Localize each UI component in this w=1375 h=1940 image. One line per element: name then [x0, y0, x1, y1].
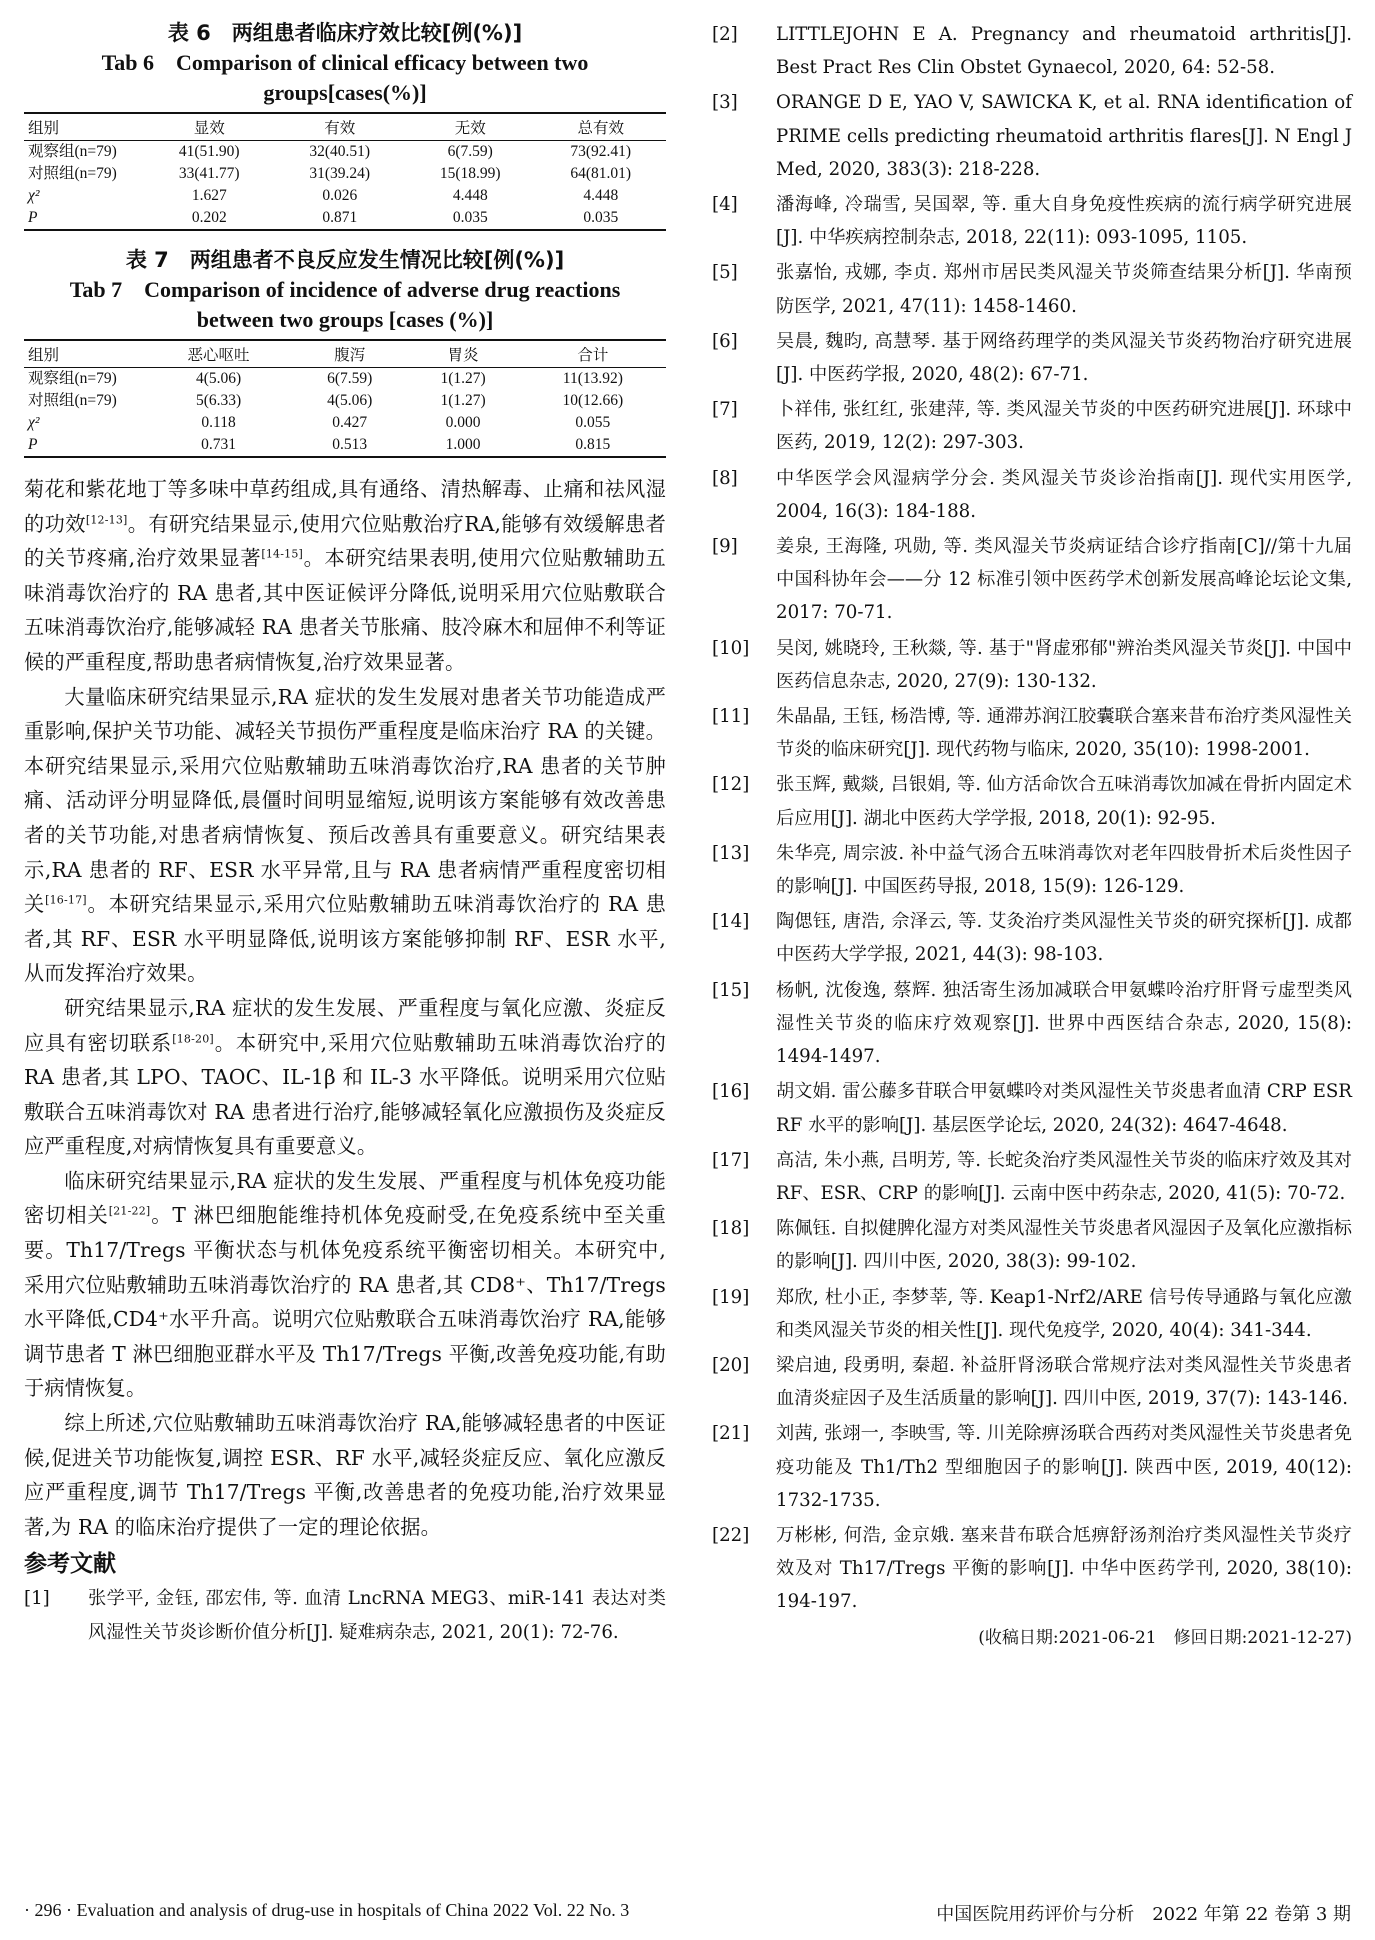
table-cell: 15(18.99): [439, 165, 501, 182]
table-cell: 4(5.06): [327, 392, 373, 409]
table-cell: 32(40.51): [309, 143, 371, 160]
reference-item: [712, 768, 1352, 834]
table-cell: 0.055: [575, 414, 611, 431]
table-cell: 0.815: [520, 434, 666, 457]
reference-number: [18]: [712, 1218, 750, 1240]
reference-item: [712, 256, 1352, 322]
reference-text: 张嘉怡, 戎娜, 李贞. 郑州市居民类风湿关节炎筛查结果分析[J]. 华南预防医学, 2021, 47(11): 1458-1460.: [776, 262, 1352, 317]
reference-item: [712, 530, 1352, 630]
reference-number: [22]: [712, 1524, 750, 1546]
body-paragraph: [24, 680, 666, 991]
table-header-cell: 显效: [144, 113, 275, 141]
reference-number: [13]: [712, 842, 750, 864]
table7: [24, 339, 666, 458]
table-cell: 对照组(n=79): [28, 392, 117, 409]
reference-text: 刘茜, 张翊一, 李映雪, 等. 川羌除痹汤联合西药对类风湿性关节炎患者免疫功能及 Th1/Th2 型细胞因子的影响[J]. 陕西中医, 2019, 40(12): 1732-1735.: [776, 1423, 1352, 1511]
table7-caption-en-1: Tab 7 Comparison of incidence of adverse drug reactions: [69, 277, 621, 302]
table-header-row: [24, 340, 666, 368]
text-run: 。本研究中,采用穴位贴敷辅助五味消毒饮治疗的 RA 患者,其 LPO、TAOC、IL-1β 和 IL-3 水平降低。说明采用穴位贴敷联合五味消毒饮对 RA 患者进行治疗,能够减轻氧化应激损伤及炎症反应严重程度,对病情恢复具有重要意义。: [24, 1030, 667, 1159]
received-date: (收稿日期:2021-06-21 修回日期:2021-12-27): [978, 1627, 1352, 1648]
reference-item: [712, 837, 1352, 903]
body-paragraph: [24, 991, 666, 1164]
reference-number: [7]: [712, 399, 738, 421]
table7-caption-cn: 表 7 两组患者不良反应发生情况比较[例(%)]: [125, 248, 565, 272]
footer-journal-en: · 296 · Evaluation and analysis of drug-use in hospitals of China 2022 Vol. 22 No. 3: [24, 1900, 630, 1920]
reference-item: [712, 188, 1352, 254]
text-run: 。有研究结果显示,使用穴位贴敷治疗RA,能够有效缓解患者的关节疼痛,治疗效果显著: [24, 511, 666, 571]
reference-number: [2]: [712, 24, 738, 45]
table-cell: 33(41.77): [178, 165, 240, 182]
table-cell: 0.427: [332, 414, 368, 431]
table-cell: 0.000: [445, 414, 481, 431]
reference-number: [20]: [712, 1354, 750, 1376]
table-cell: 6(7.59): [447, 143, 493, 160]
table-cell: 0.026: [322, 187, 358, 204]
reference-item: [712, 462, 1352, 528]
reference-text: 潘海峰, 冷瑞雪, 吴国翠, 等. 重大自身免疫性疾病的流行病学研究进展[J]. 中华疾病控制杂志, 2018, 22(11): 093-1095, 1105.: [776, 194, 1352, 249]
text-run: 菊花和紫花地丁等多味中草药组成,具有通络、清热解毒、止痛和祛风湿的功效: [24, 477, 666, 536]
table-cell: P: [24, 434, 144, 457]
table-cell: χ²: [28, 187, 40, 204]
reference-text: 陶偲钰, 唐浩, 佘泽云, 等. 艾灸治疗类风湿性关节炎的研究探析[J]. 成都中医药大学学报, 2021, 44(3): 98-103.: [776, 911, 1352, 966]
reference-number: [15]: [712, 979, 750, 1001]
reference-number: [3]: [712, 92, 738, 114]
table-cell: 0.731: [144, 434, 293, 457]
table-header-cell: 合计: [520, 340, 666, 368]
table-header-cell: 有效: [275, 113, 406, 141]
table-cell: 10(12.66): [562, 392, 624, 409]
reference-text: 陈佩钰. 自拟健脾化湿方对类风湿性关节炎患者风湿因子及氧化应激指标的影响[J]. 四川中医, 2020, 38(3): 99-102.: [776, 1218, 1352, 1273]
citation: [12-13]: [85, 512, 128, 526]
reference-number: [10]: [712, 637, 750, 659]
text-run: 临床研究结果显示,RA 症状的发生发展、严重程度与机体免疫功能密切相关: [24, 1168, 666, 1228]
table-cell: 0.871: [275, 207, 406, 230]
reference-item: [712, 393, 1352, 459]
text-run: 。T 淋巴细胞能维持机体免疫耐受,在免疫系统中至关重要。Th17/Tregs 平衡状态与机体免疫系统平衡密切相关。本研究中,采用穴位贴敷辅助五味消毒饮治疗的 RA 患者,其 CD8⁺、Th17/Tregs 水平降低,CD4⁺水平升高。说明穴位贴敷联合五味消毒饮治疗 RA,能够调节患者 T 淋巴细胞亚群水平及 Th17/Tregs 平衡,改善免疫功能,有助于病情恢复。: [24, 1203, 666, 1401]
reference-item: [712, 86, 1352, 186]
citation: [21-22]: [108, 1204, 151, 1218]
table-header-cell: 组别: [24, 340, 144, 368]
reference-number: [21]: [712, 1423, 750, 1445]
reference-item: [712, 905, 1352, 971]
table-cell: 0.118: [201, 414, 236, 431]
table-row: [24, 163, 666, 185]
reference-text: 梁启迪, 段勇明, 秦超. 补益肝肾汤联合常规疗法对类风湿性关节炎患者血清炎症因子及生活质量的影响[J]. 四川中医, 2019, 37(7): 143-146.: [776, 1354, 1352, 1410]
reference-number: [5]: [712, 262, 738, 284]
reference-text: 万彬彬, 何浩, 金京娥. 塞来昔布联合尪痹舒汤剂治疗类风湿性关节炎疗效及对 Th17/Tregs 平衡的影响[J]. 中华中医药学刊, 2020, 38(10): 194-197.: [776, 1524, 1352, 1613]
table-header-cell: 无效: [405, 113, 536, 141]
table-row: [24, 412, 666, 434]
reference-text: 吴晨, 魏昀, 高慧琴. 基于网络药理学的类风湿关节炎药物治疗研究进展[J]. 中医药学报, 2020, 48(2): 67-71.: [776, 330, 1352, 386]
table-cell: χ²: [28, 414, 40, 431]
table-cell: 64(81.01): [570, 165, 632, 182]
reference-text: 姜泉, 王海隆, 巩勋, 等. 类风湿关节炎病证结合诊疗指南[C]//第十九届中国科协年会——分 12 标准引领中医药学术创新发展高峰论坛论文集, 2017: 70-71.: [776, 536, 1352, 624]
reference-number: [17]: [712, 1149, 750, 1171]
reference-text: 吴闵, 姚晓玲, 王秋燚, 等. 基于"肾虚邪郁"辨治类风湿关节炎[J]. 中国中医药信息杂志, 2020, 27(9): 130-132.: [776, 637, 1352, 692]
reference-item: [712, 632, 1352, 698]
reference-text: 杨帆, 沈俊逸, 蔡辉. 独活寄生汤加减联合甲氨蝶呤治疗肝肾亏虚型类风湿性关节炎的临床疗效观察[J]. 世界中西医结合杂志, 2020, 15(8): 1494-1497.: [776, 979, 1352, 1068]
table-cell: 0.513: [293, 434, 406, 457]
reference-text: 张学平, 金钰, 邵宏伟, 等. 血清 LncRNA MEG3、miR-141 表达对类风湿性关节炎诊断价值分析[J]. 疑难病杂志, 2021, 20(1): 72-76.: [88, 1588, 666, 1643]
reference-item: [712, 1417, 1352, 1517]
table-cell: 6(7.59): [327, 370, 373, 387]
reference-text: 张玉辉, 戴燚, 吕银娟, 等. 仙方活命饮合五味消毒饮加减在骨折内固定术后应用[J]. 湖北中医药大学学报, 2018, 20(1): 92-95.: [776, 774, 1352, 829]
citation: [14-15]: [261, 547, 304, 561]
text-run: 。本研究结果显示,采用穴位贴敷辅助五味消毒饮治疗的 RA 患者,其 RF、ESR 水平明显降低,说明该方案能够抑制 RF、ESR 水平,从而发挥治疗效果。: [24, 892, 666, 986]
table-cell: 0.035: [405, 207, 536, 230]
reference-number: [11]: [712, 706, 750, 728]
table-row: [24, 141, 666, 164]
reference-number: [9]: [712, 536, 738, 558]
reference-item: [712, 974, 1352, 1074]
table-cell: 11(13.92): [562, 370, 623, 387]
citation: [16-17]: [45, 893, 87, 907]
table-cell: 5(6.33): [195, 392, 242, 409]
table-row: [24, 207, 666, 230]
reference-item: [712, 700, 1352, 766]
reference-text: 胡文娟. 雷公藤多苷联合甲氨蝶呤对类风湿性关节炎患者血清 CRP ESR RF 水平的影响[J]. 基层医学论坛, 2020, 24(32): 4647-4648.: [776, 1081, 1352, 1136]
reference-text: 卜祥伟, 张红红, 张建萍, 等. 类风湿关节炎的中医药研究进展[J]. 环球中医药, 2019, 12(2): 297-303.: [776, 399, 1352, 454]
table-row: [24, 368, 666, 391]
table-cell: 0.202: [144, 207, 275, 230]
right-column: [712, 18, 1352, 1653]
reference-item: [712, 1349, 1352, 1415]
table-cell: 41(51.90): [178, 143, 240, 160]
table-cell: P: [24, 207, 144, 230]
reference-number: [12]: [712, 774, 750, 796]
reference-text: 郑欣, 杜小正, 李梦莘, 等. Keap1-Nrf2/ARE 信号传导通路与氧化应激和类风湿关节炎的相关性[J]. 现代免疫学, 2020, 40(4): 341-344.: [776, 1286, 1352, 1341]
body-paragraph: [24, 472, 666, 680]
table-cell: 4.448: [452, 187, 488, 204]
table7-caption-en-2: between two groups [cases (%)]: [196, 307, 494, 332]
table-header-cell: 组别: [24, 113, 144, 141]
table-cell: 4.448: [583, 187, 619, 204]
text-run: 大量临床研究结果显示,RA 症状的发生发展对患者关节功能造成严重影响,保护关节功能、减轻关节损伤严重程度是临床治疗 RA 的关键。本研究结果显示,采用穴位贴敷辅助五味消毒饮治疗,RA 患者的关节肿痛、活动评分明显降低,晨僵时间明显缩短,说明该方案能够有效改善患者的关节功能,对患者病情恢复、预后改善具有重要意义。研究结果表示,RA 患者的 RF、ESR 水平异常,且与 RA 患者病情严重程度密切相关: [24, 684, 666, 917]
body-paragraph: 综上所述,穴位贴敷辅助五味消毒饮治疗 RA,能够减轻患者的中医证候,促进关节功能恢复,调控 ESR、RF 水平,减轻炎症反应、氧化应激反应严重程度,调节 Th17/Tregs 平衡,改善患者的免疫功能,治疗效果显著,为 RA 的临床治疗提供了一定的理论依据。: [24, 1411, 666, 1539]
reference-number: [16]: [712, 1081, 750, 1103]
table-row: [24, 390, 666, 412]
reference-text: ORANGE D E, YAO V, SAWICKA K, et al. RNA identification of PRIME cells predicting rheumatoid arthritis flares[J]. N Engl J Med, 2020, 383(3): 218-228.: [776, 92, 1352, 180]
reference-number: [8]: [712, 467, 738, 489]
table-cell: 4(5.06): [195, 370, 242, 387]
table-row: [24, 434, 666, 457]
table-cell: 0.035: [536, 207, 667, 230]
table-cell: 73(92.41): [570, 143, 632, 160]
footer-journal-cn: 中国医院用药评价与分析 2022 年第 22 卷第 3 期: [936, 1904, 1351, 1925]
table6: [24, 112, 666, 231]
table-cell: 1.000: [406, 434, 519, 457]
reference-item: [712, 1212, 1352, 1278]
reference-item: [712, 325, 1352, 391]
table6-caption-en-2: groups[cases(%)]: [263, 80, 427, 105]
table6-caption-en-1: Tab 6 Comparison of clinical efficacy between two: [101, 50, 589, 75]
text-run: 。本研究结果表明,使用穴位贴敷辅助五味消毒饮治疗的 RA 患者,其中医证候评分降低,说明采用穴位贴敷联合五味消毒饮治疗,能够减轻 RA 患者关节胀痛、肢冷麻木和屈伸不利等证候的严重程度,帮助患者病情恢复,治疗效果显著。: [24, 546, 666, 674]
table-header-cell: 腹泻: [293, 340, 406, 368]
reference-text: 朱晶晶, 王钰, 杨浩博, 等. 通滞苏润江胶囊联合塞来昔布治疗类风湿性关节炎的临床研究[J]. 现代药物与临床, 2020, 35(10): 1998-2001.: [776, 706, 1352, 761]
reference-number: [4]: [712, 194, 738, 216]
reference-number: [14]: [712, 911, 750, 933]
table-header-cell: 总有效: [536, 113, 667, 141]
reference-text: LITTLEJOHN E A. Pregnancy and rheumatoid arthritis[J]. Best Pract Res Clin Obstet Gynaecol, 2020, 64: 52-58.: [776, 24, 1352, 79]
table-cell: 对照组(n=79): [28, 165, 117, 182]
reference-text: 高洁, 朱小燕, 吕明芳, 等. 长蛇灸治疗类风湿性关节炎的临床疗效及其对 RF、ESR、CRP 的影响[J]. 云南中医中药杂志, 2020, 41(5): 70-72.: [776, 1149, 1352, 1204]
table-cell: 1(1.27): [440, 370, 486, 387]
reference-item: [712, 1519, 1352, 1619]
table-header-cell: 恶心呕吐: [144, 340, 293, 368]
reference-item: [24, 1582, 666, 1648]
table-row: [24, 185, 666, 207]
table-cell: 观察组(n=79): [28, 143, 117, 160]
reference-item: [712, 1281, 1352, 1347]
reference-item: [712, 1144, 1352, 1210]
table-header-row: [24, 113, 666, 141]
references-heading: 参考文献: [24, 1551, 116, 1578]
reference-text: 中华医学会风湿病学分会. 类风湿关节炎诊治指南[J]. 现代实用医学, 2004, 16(3): 184-188.: [776, 467, 1352, 522]
reference-item: [712, 1075, 1352, 1141]
reference-text: 朱华亮, 周宗波. 补中益气汤合五味消毒饮对老年四肢骨折术后炎性因子的影响[J]. 中国医药导报, 2018, 15(9): 126-129.: [776, 842, 1352, 898]
body-paragraph: [24, 1164, 666, 1406]
table-cell: 1(1.27): [440, 392, 486, 409]
table-cell: 1.627: [191, 187, 227, 204]
reference-number: [6]: [712, 330, 738, 352]
left-column: [24, 18, 666, 1651]
table-header-cell: 胃炎: [406, 340, 519, 368]
table-cell: 观察组(n=79): [28, 370, 117, 387]
reference-number: [19]: [712, 1286, 750, 1308]
reference-item: [712, 18, 1352, 84]
table-cell: 31(39.24): [309, 165, 371, 182]
table6-caption-cn: 表 6 两组患者临床疗效比较[例(%)]: [167, 21, 523, 45]
text-run: 研究结果显示,RA 症状的发生发展、严重程度与氧化应激、炎症反应具有密切联系: [24, 995, 666, 1055]
citation: [18-20]: [172, 1031, 214, 1045]
reference-number: [1]: [24, 1588, 50, 1610]
